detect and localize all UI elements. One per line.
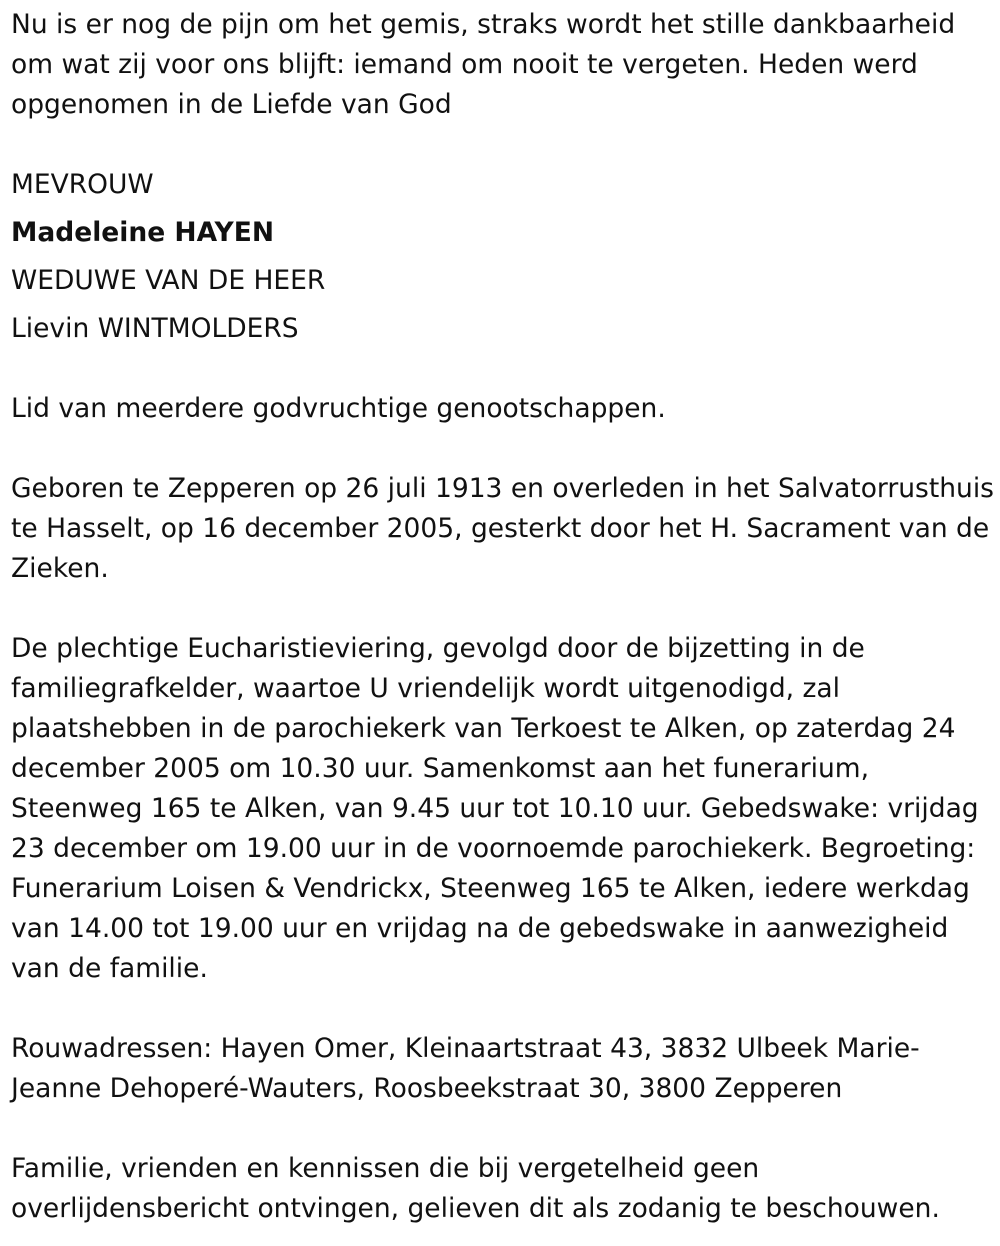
ceremony-paragraph: De plechtige Eucharistieviering, gevolgd door de bijzetting in de familiegrafkelder, waartoe U vriendelijk wordt uitgenodigd, zal plaatshebben in de parochiekerk van Terkoest te Alken, op zaterdag 24 december 2005 om 10.30 uur. Samenkomst aan het funerarium, Steenweg 165 te Alken, van 9.45 uur tot 10.10 uur. Gebedswake: vrijdag 23 december om 19.00 uur in de voornoemde parochiekerk. Begroeting: Funerarium Loisen & Vendrickx, Steenweg 165 te Alken, iedere werkdag van 14.00 tot 19.00 uur en vrijdag na de gebedswake in aanwezigheid van de familie. — [11, 633, 979, 984]
birth-death-paragraph: Geboren te Zepperen op 26 juli 1913 en overleden in het Salvatorrusthuis te Hasselt, op 16 december 2005, gesterkt door het H. Sacrament van de Zieken. — [11, 473, 994, 584]
membership-paragraph: Lid van meerdere godvruchtige genootschappen. — [11, 393, 666, 424]
deceased-relation: WEDUWE VAN DE HEER — [11, 265, 326, 296]
deceased-name: Madeleine HAYEN — [11, 217, 275, 248]
closing-paragraph: Familie, vrienden en kennissen die bij vergetelheid geen overlijdensbericht ontvingen, gelieven dit als zodanig te beschouwen. — [11, 1153, 940, 1224]
deceased-name-block — [11, 161, 996, 353]
obituary-document — [11, 5, 996, 1229]
deceased-title: MEVROUW — [11, 169, 154, 200]
intro-paragraph: Nu is er nog de pijn om het gemis, straks wordt het stille dankbaarheid om wat zij voor ons blijft: iemand om nooit te vergeten. Heden werd opgenomen in de Liefde van God — [11, 9, 956, 120]
addresses-paragraph: Rouwadressen: Hayen Omer, Kleinaartstraat 43, 3832 Ulbeek Marie-Jeanne Dehoperé-Wauters, Roosbeekstraat 30, 3800 Zepperen — [11, 1033, 920, 1104]
spouse-name: Lievin WINTMOLDERS — [11, 313, 299, 344]
